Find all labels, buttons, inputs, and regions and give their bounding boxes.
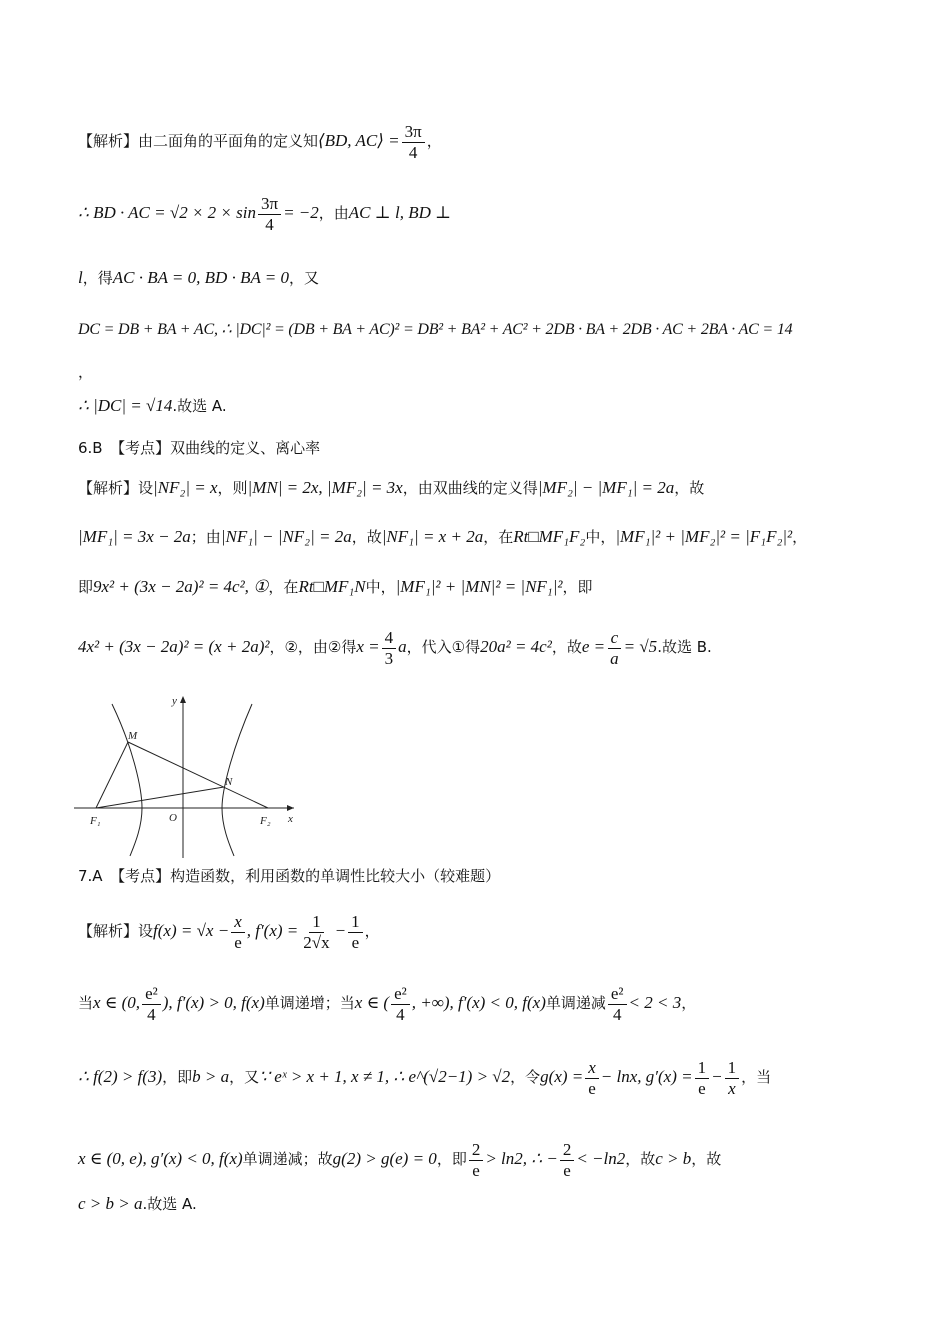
fraction: $\frac{1}{e}$ — [348, 912, 363, 953]
point-F2-label: F₂ — [260, 815, 271, 827]
fraction: $\frac{1}{x}$ — [725, 1058, 740, 1099]
segment-F1-M — [96, 742, 128, 808]
q6-line-1: 【解析】设|NF₂| = x，则|MN| = 2x, |MF₂| = 3x，由双曲线的定义得|MF₂| − |MF₁| = 2a，故 — [78, 478, 705, 497]
hyperbola-left-branch — [112, 704, 142, 856]
q5-line-2: ∴ BD · AC = √2 × 2 × sin $\frac{3\pi}{4}$ = −2，由AC ⊥ l, BD ⊥ — [78, 194, 452, 234]
q5-line-1: 【解析】由二面角的平面角的定义知⟨BD, AC⟩ = $\frac{3\pi}{4}$ ， — [78, 122, 442, 162]
q5-line-6 — [78, 396, 227, 417]
q6-line-4: 4x² + (3x − 2a)² = (x + 2a)²，②，由②得x = $\frac{4}{3}$ a，代入①得20a² = 4c²，故e = $\frac{c}{a}$ = √5.故选 B. — [78, 628, 712, 668]
q7-line-4: x ∈ (0, e), g′(x) < 0, f(x)单调递减；故g(2) > g(e) = 0，即 $\frac{2}{e}$ > ln2, ∴ − $\frac{2}{e}$ < −ln2，故c > b，故 — [78, 1140, 722, 1180]
q6-header: 6.B 【考点】双曲线的定义、离心率 — [78, 439, 321, 457]
fraction: $\frac{2}{e}$ — [560, 1140, 575, 1181]
origin-label: O — [169, 812, 177, 824]
fraction: $\frac{\text{e²}}{4}$ — [391, 984, 410, 1025]
fraction: $\frac{x}{e}$ — [585, 1058, 599, 1099]
q5-line-3: l，得AC · BA = 0, BD · BA = 0，又 — [78, 268, 320, 287]
dot-product-expression: ∴ BD · AC = √2 × 2 × sin — [78, 203, 256, 223]
segment-F1-N — [96, 787, 224, 808]
q5-line-5: ， — [78, 363, 94, 381]
point-F1-label: F₁ — [90, 815, 101, 827]
fraction: $\frac{4}{3}$ — [382, 628, 397, 669]
point-N-label: N — [225, 776, 233, 788]
result-expression: ∴ |DC| = √14 — [78, 396, 173, 415]
angle-expression: ⟨BD, AC⟩ = — [318, 131, 400, 151]
hyperbola-figure — [72, 690, 312, 860]
q5-line-4 — [78, 320, 792, 340]
fraction: $\frac{3\pi}{4}$ — [402, 122, 425, 163]
q7-line-5: c > b > a.故选 A. — [78, 1194, 197, 1213]
x-axis-arrow-icon — [287, 805, 294, 811]
fraction: $\frac{2}{e}$ — [469, 1140, 484, 1181]
q6-line-3: 即9x² + (3x − 2a)² = 4c², ①，在Rt□MF₁N中，|MF₁|² + |MN|² = |NF₁|²，即 — [78, 577, 593, 596]
answer-text: .故选 A. — [172, 397, 227, 415]
y-label: y — [172, 695, 177, 707]
q6-line-2: |MF₁| = 3x − 2a；由|NF₁| − |NF₂| = 2a，故|NF₁| = x + 2a，在Rt□MF₁F₂中，|MF₁|² + |MF₂|² = |F₁F₂|²， — [78, 527, 808, 546]
point-M-label: M — [128, 730, 138, 742]
fraction: $\frac{x}{e}$ — [231, 912, 245, 953]
q7-line-3: ∴ f(2) > f(3)，即b > a，又∵ eˣ > x + 1, x ≠ 1, ∴ e^(√2−1) > √2，令g(x) = $\frac{x}{e}$ − lnx, g′(x) = $\frac{1}{e}$ − $\frac{1}{x}$ ，当 — [78, 1058, 772, 1098]
q7-header: 7.A 【考点】构造函数，利用函数的单调性比较大小（较难题） — [78, 867, 501, 885]
fraction: $\frac{1}{2√x}$ — [303, 912, 330, 952]
vector-expansion: DC = DB + BA + AC, ∴ |DC|² = (DB + BA + AC)² = DB² + BA² + AC² + 2DB · BA + 2DB · AC + 2BA · AC = 14 — [78, 321, 793, 338]
fraction: $\frac{c}{a}$ — [607, 628, 622, 669]
perpendicular-conditions: AC · BA = 0, BD · BA = 0 — [112, 268, 290, 287]
fraction: $\frac{\text{e²}}{4}$ — [142, 984, 161, 1025]
q7-line-1: 【解析】设f(x) = √x − $\frac{x}{e}$ , f′(x) = $\frac{1}{2√x}$ − $\frac{1}{e}$ ， — [78, 912, 380, 952]
x-label: x — [288, 813, 293, 825]
analysis-label: 【解析】由二面角的平面角的定义知 — [78, 132, 319, 151]
answer-text: .故选 A. — [142, 1195, 197, 1213]
q7-line-2: 当x ∈ (0, $\frac{\text{e²}}{4}$ ), f′(x) > 0, f(x)单调递增；当x ∈ ( $\frac{\text{e²}}{4}$ , +∞), f′(x) < 0, f(x)单调递减 $\frac{\text{e²}}{4}$ < 2 < 3， — [78, 984, 697, 1024]
y-axis-arrow-icon — [180, 696, 186, 703]
fraction: $\frac{1}{e}$ — [695, 1058, 710, 1099]
fraction: $\frac{\text{e²}}{4}$ — [608, 984, 627, 1025]
fraction: $\frac{3\pi}{4}$ — [258, 194, 281, 235]
segment-M-F2 — [128, 742, 268, 808]
